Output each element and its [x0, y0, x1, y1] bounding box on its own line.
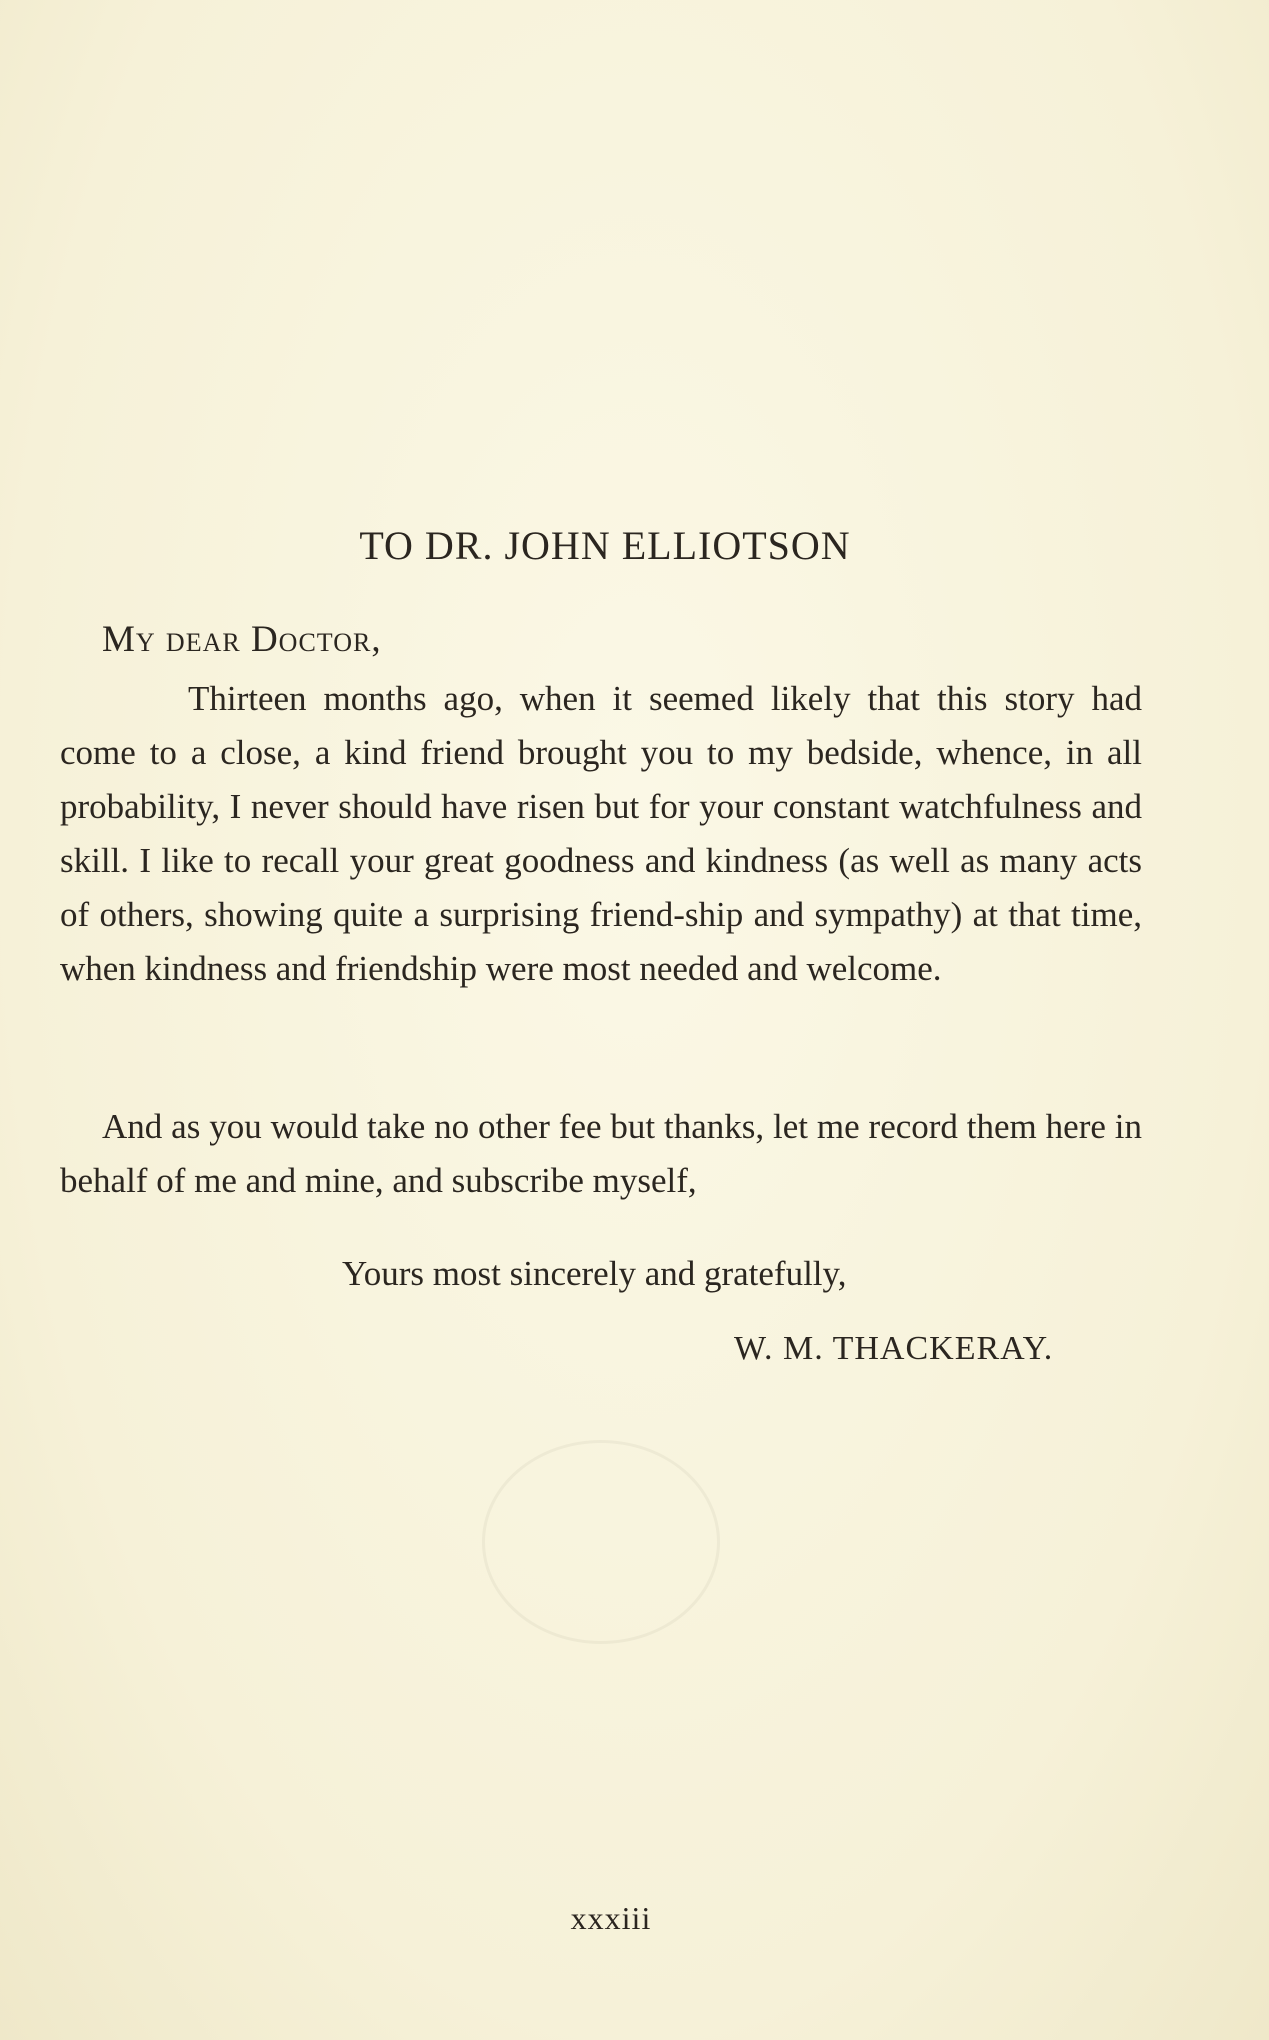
dedication-paragraph-1 — [60, 672, 1142, 996]
paragraph-2-text: And as you would take no other fee but thanks, let me record them here in behalf of me and mine, and subscribe myself, — [60, 1107, 1142, 1200]
signature: W. M. THACKERAY. — [734, 1330, 1054, 1367]
page-number: xxxiii — [570, 1900, 652, 1936]
closing-line: Yours most sincerely and gratefully, — [342, 1254, 847, 1293]
salutation: My dear Doctor, — [102, 619, 382, 660]
paragraph-1-text: Thirteen months ago, when it seemed likely that this story had come to a close, a kind friend brought you to my bedside, whence, in all probability, I never should have risen but for your constant watchfulness and skill. I like to recall your great goodness and kindness (as well as many acts of others, showing quite a surprising friend-ship and sympathy) at that time, when kindness and friendship were most needed and welcome. — [60, 679, 1142, 988]
dedication-paragraph-2 — [60, 1100, 1142, 1208]
faint-library-stamp — [482, 1440, 720, 1644]
dedication-heading: TO DR. JOHN ELLIOTSON — [359, 523, 851, 568]
